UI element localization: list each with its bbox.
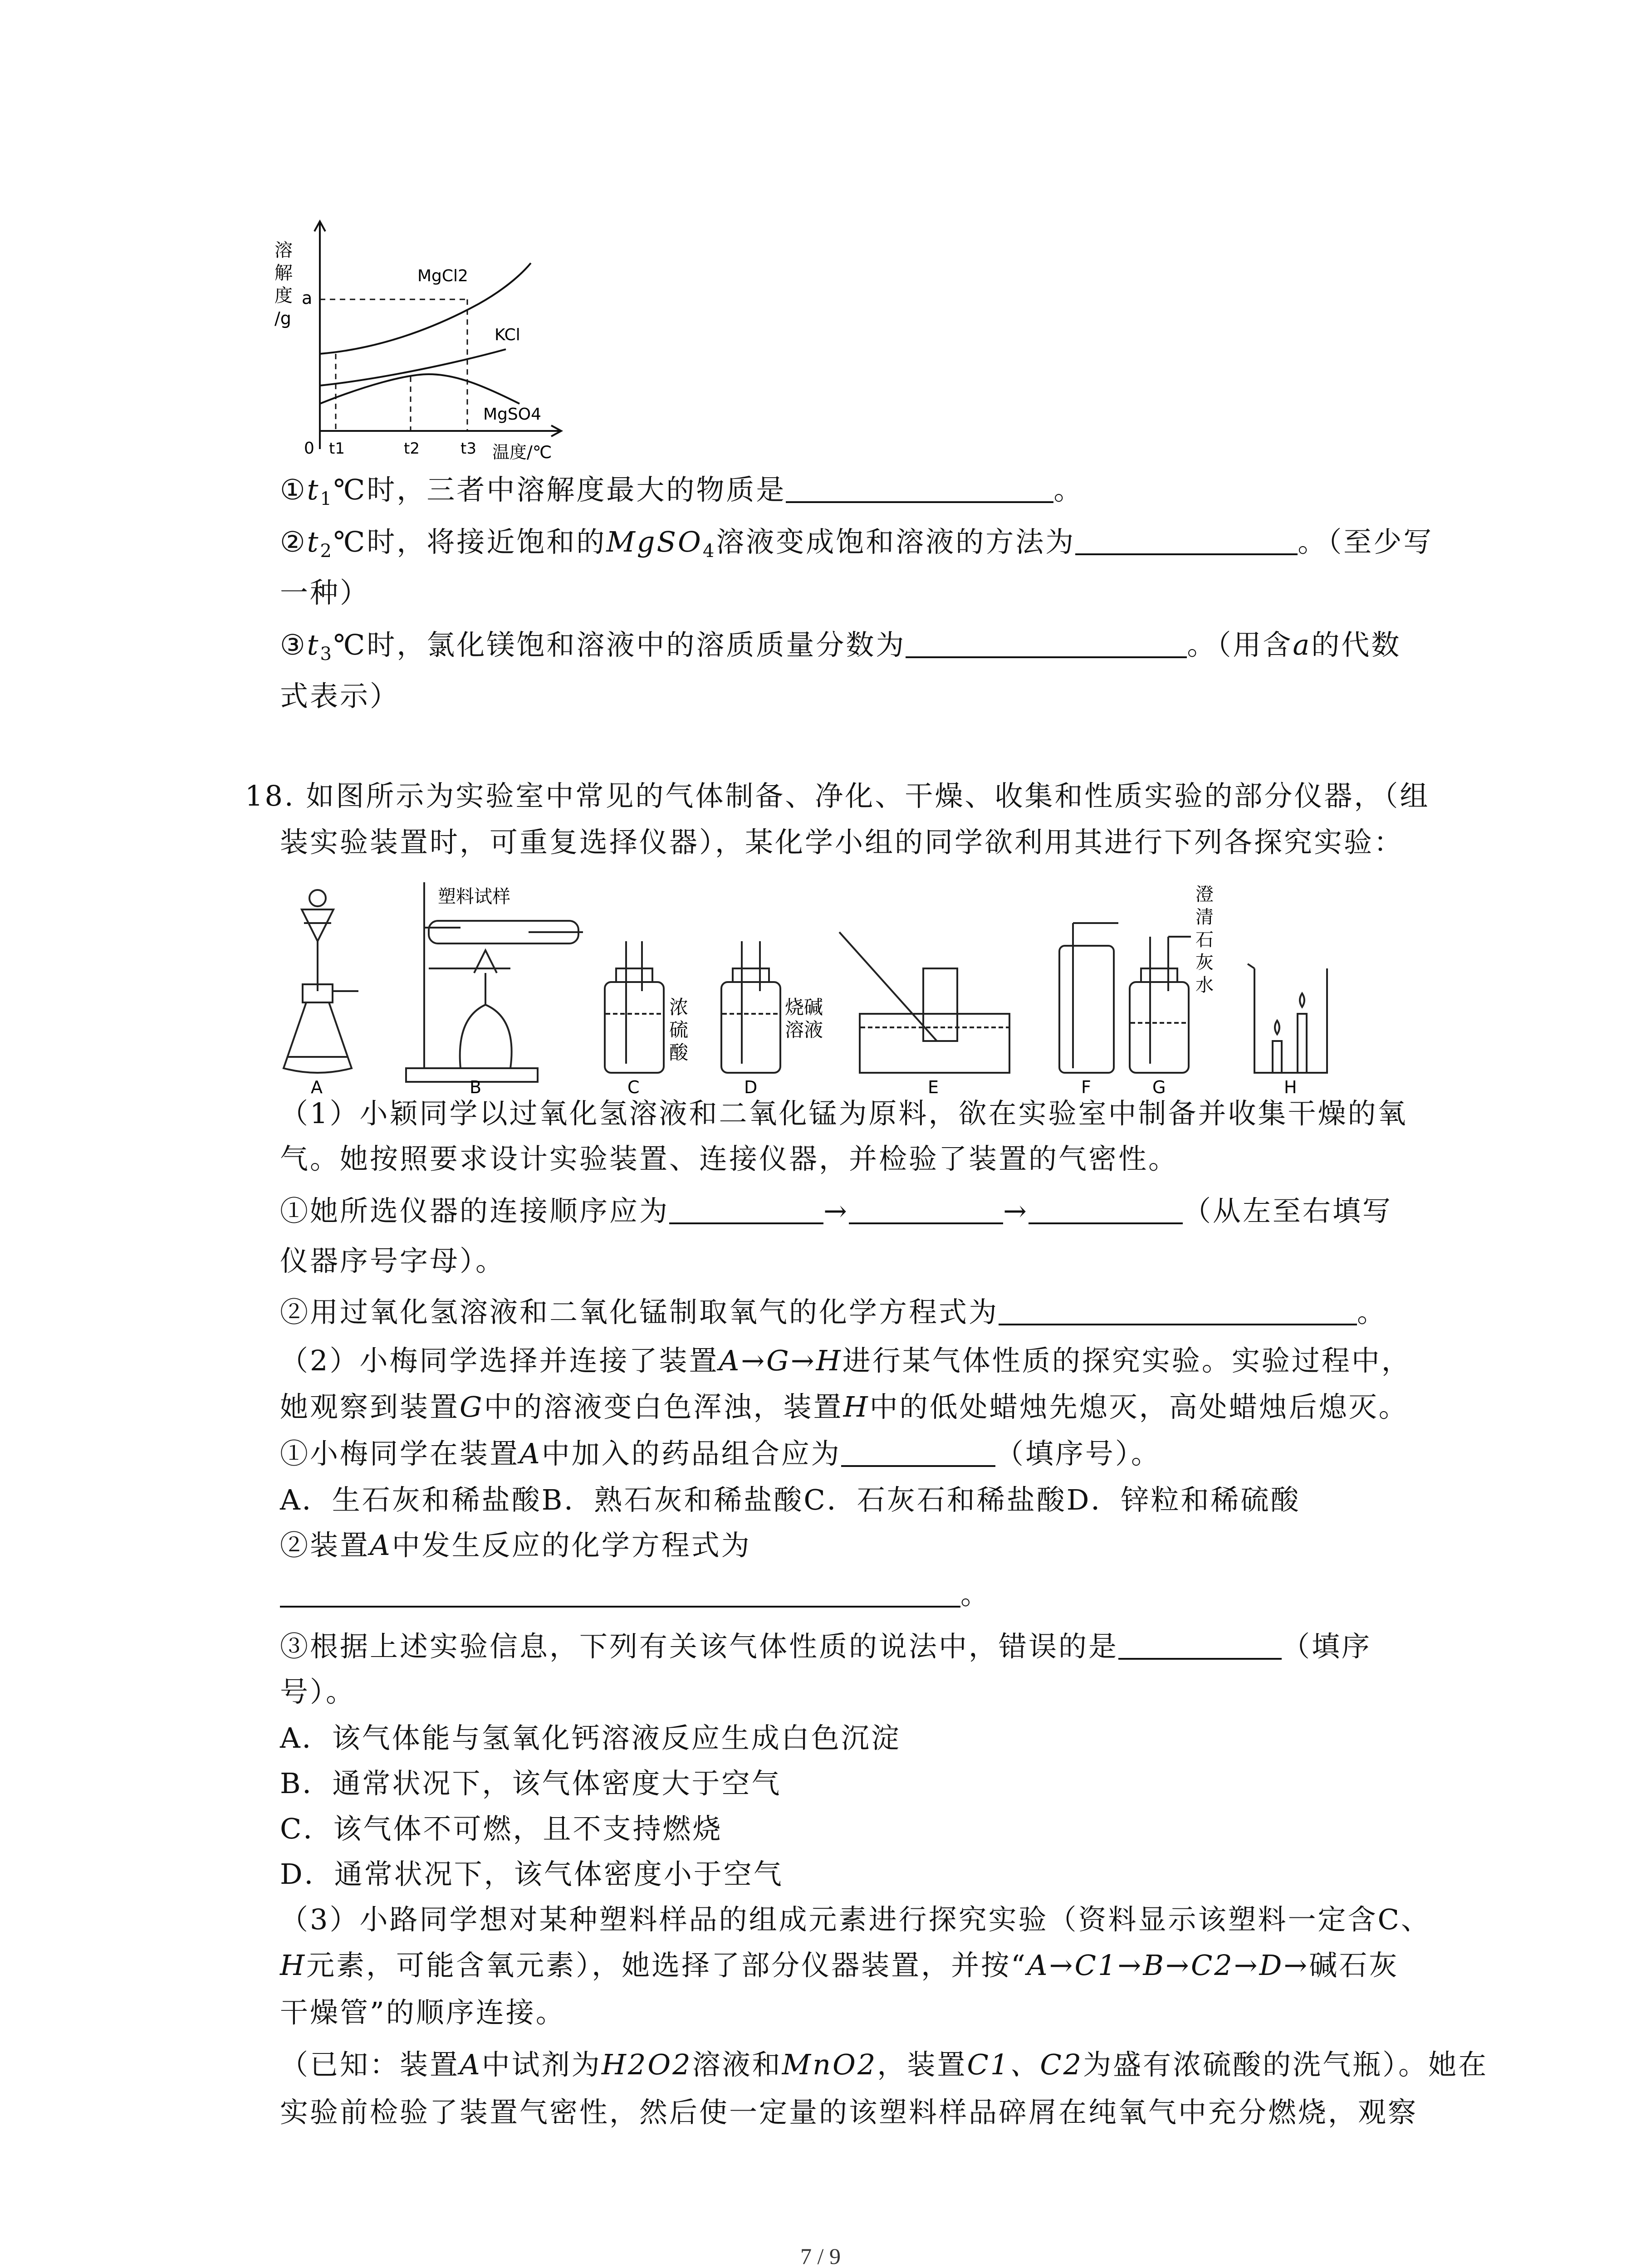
svg-text:水: 水 — [1195, 975, 1214, 996]
q17-item-1: $①t_1℃$时，三者中溶解度最大的物质是 。 — [280, 473, 1084, 509]
label-c: C — [627, 1077, 640, 1095]
q18-p1-q2: ②用过氧化氢溶液和二氧化锰制取氧气的化学方程式为 。 — [280, 1295, 1387, 1329]
apparatus-g — [1130, 937, 1191, 1073]
tick-label-t3: t3 — [460, 440, 476, 458]
label-d: D — [744, 1077, 758, 1095]
xlabel: 温度/℃ — [492, 442, 552, 462]
q18-option-a: A．该气体能与氢氧化钙溶液反应生成白色沉淀 — [280, 1721, 901, 1755]
series-label-mgso4: MgSO4 — [483, 405, 542, 424]
svg-text:烧碱: 烧碱 — [785, 996, 823, 1018]
label-h: H — [1284, 1077, 1297, 1095]
q18-p2-q2-answer: 。 — [280, 1574, 990, 1615]
apparatus-e — [839, 932, 1009, 1073]
q18-p2-line-1: （2）小梅同学选择并连接了装置A→G→H进行某气体性质的探究实验。实验过程中， — [280, 1344, 1411, 1377]
answer-blank[interactable] — [841, 1438, 995, 1467]
origin-label: 0 — [304, 439, 314, 458]
q17-item-3: $③t_3℃$时，氯化镁饱和溶液中的溶质质量分数为 。（用含a的代数 — [280, 628, 1401, 665]
answer-blank[interactable] — [1118, 1631, 1282, 1660]
q18-option-d: D．通常状况下，该气体密度小于空气 — [280, 1857, 784, 1891]
apparatus-a — [284, 890, 358, 1073]
q18-p2-line-2: 她观察到装置G中的溶液变白色浑浊，装置H中的低处蜡烛先熄灭，高处蜡烛后熄灭。 — [280, 1390, 1409, 1423]
label-a: A — [311, 1077, 323, 1095]
apparatus-f — [1059, 923, 1118, 1073]
answer-blank[interactable] — [1029, 1195, 1183, 1224]
plastic-sample-label: 塑料试样 — [438, 886, 510, 907]
label-e: E — [928, 1077, 939, 1095]
svg-text:澄: 澄 — [1195, 884, 1214, 905]
svg-text:清: 清 — [1195, 907, 1214, 928]
a-label: a — [302, 288, 313, 308]
q18-p2-q1: ①小梅同学在装置A中加入的药品组合应为 （填序号）。 — [280, 1437, 1161, 1470]
q18-p2-q3: ③根据上述实验信息，下列有关该气体性质的说法中，错误的是 （填序 — [280, 1630, 1372, 1663]
svg-text:浓: 浓 — [669, 996, 689, 1018]
apparatus-d — [721, 941, 780, 1073]
q18-p1-line-2: 气。她按照要求设计实验装置、连接仪器，并检验了装置的气密性。 — [280, 1142, 1179, 1175]
answer-blank[interactable] — [849, 1195, 1003, 1224]
answer-blank[interactable] — [786, 474, 1053, 503]
tick-label-t2: t2 — [404, 440, 420, 458]
answer-blank[interactable] — [280, 1579, 960, 1608]
q18-intro-1: 18. 如图所示为实验室中常见的气体制备、净化、干燥、收集和性质实验的部分仪器，（组 — [245, 779, 1430, 812]
q18-p1-q1: ①她所选仪器的连接顺序应为 → → （从左至右填写 — [280, 1194, 1392, 1227]
apparatus-figure — [274, 878, 1463, 1095]
answer-blank[interactable] — [669, 1195, 823, 1224]
label-g: G — [1152, 1077, 1166, 1095]
series-line-kcl — [320, 349, 506, 386]
q18-p1-q1-cont: 仪器序号字母）。 — [280, 1244, 506, 1277]
svg-text:灰: 灰 — [1195, 952, 1214, 973]
answer-blank[interactable] — [906, 629, 1187, 658]
question-number: 18. — [245, 779, 295, 812]
label-b: B — [470, 1077, 482, 1095]
page-number: 7 / 9 — [800, 2244, 841, 2268]
svg-text:硫: 硫 — [669, 1019, 689, 1041]
q18-p2-options: A．生石灰和稀盐酸B．熟石灰和稀盐酸C．石灰石和稀盐酸D．锌粒和稀硫酸 — [280, 1483, 1301, 1516]
label-f: F — [1081, 1077, 1091, 1095]
answer-blank[interactable] — [1075, 526, 1298, 555]
svg-text:酸: 酸 — [669, 1041, 689, 1064]
tick-label-t1: t1 — [329, 440, 345, 458]
series-label-mgcl2: MgCl2 — [417, 267, 468, 285]
solubility-chart — [265, 213, 592, 467]
ylabel-char-3: 度 — [274, 285, 293, 306]
apparatus-b — [406, 882, 583, 1082]
svg-text:溶液: 溶液 — [785, 1019, 823, 1041]
ylabel-char-1: 溶 — [274, 240, 293, 261]
q18-p3-line-2: H元素，可能含氧元素），她选择了部分仪器装置，并按“A→C1→B→C2→D→碱石灰 — [280, 1949, 1399, 1982]
series-label-kcl: KCl — [495, 326, 520, 344]
q17-item-2: $②t_2℃$时，将接近饱和的MgSO$_4$溶液变成饱和溶液的方法为 。（至少写 — [280, 525, 1434, 562]
q18-p3-line-5: 实验前检验了装置气密性，然后使一定量的该塑料样品碎屑在纯氧气中充分燃烧，观察 — [280, 2096, 1418, 2129]
svg-text:石: 石 — [1195, 929, 1214, 950]
q18-option-c: C．该气体不可燃，且不支持燃烧 — [280, 1812, 723, 1845]
q18-p1-line-1: （1）小颖同学以过氧化氢溶液和二氧化锰为原料，欲在实验室中制备并收集干燥的氧 — [280, 1097, 1408, 1130]
q17-item-2-cont: 一种） — [280, 576, 370, 609]
q18-p2-q3-cont: 号）。 — [280, 1675, 356, 1708]
apparatus-c — [605, 941, 664, 1073]
q18-p3-line-4: （已知：装置A中试剂为H2O2溶液和MnO2，装置C1、C2为盛有浓硫酸的洗气瓶）。她在 — [280, 2048, 1489, 2081]
answer-blank[interactable] — [999, 1296, 1357, 1325]
q17-item-3-cont: 式表示） — [280, 679, 400, 713]
q18-p2-q2: ②装置A中发生反应的化学方程式为 — [280, 1529, 751, 1562]
q18-p3-line-1: （3）小路同学想对某种塑料样品的组成元素进行探究实验（资料显示该塑料一定含C、 — [280, 1903, 1431, 1936]
apparatus-h — [1248, 964, 1327, 1073]
q18-intro-2: 装实验装置时，可重复选择仪器），某化学小组的同学欲利用其进行下列各探究实验： — [280, 826, 1404, 859]
q18-option-b: B．通常状况下，该气体密度大于空气 — [280, 1767, 782, 1800]
ylabel-char-4: /g — [274, 308, 291, 328]
series-line-mgso4 — [320, 374, 519, 404]
ylabel-char-2: 解 — [274, 263, 293, 284]
q18-p3-line-3: 干燥管”的顺序连接。 — [280, 1996, 566, 2029]
